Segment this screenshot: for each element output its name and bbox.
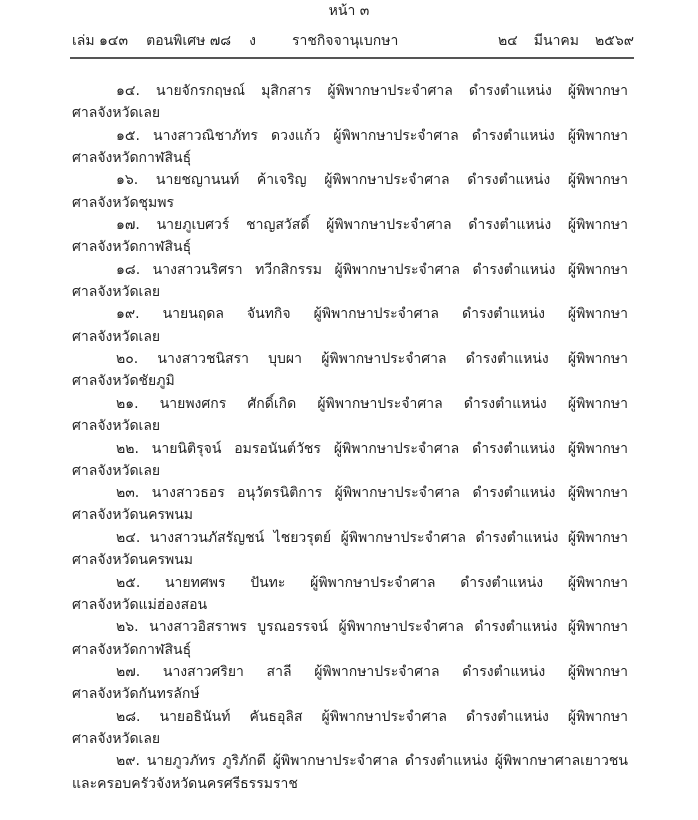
entry-surname: ชาญสวัสดิ์ (246, 217, 310, 234)
entry-line-1 (72, 438, 628, 460)
appointment-list (72, 80, 628, 795)
list-item (72, 125, 628, 170)
entry-action: ดำรงตำแหน่ง (465, 708, 549, 725)
entry-name: นางสาวนริศรา (152, 261, 243, 278)
entry-new1: ผู้พิพากษา (567, 529, 628, 546)
entry-new1: ผู้พิพากษา (567, 574, 628, 591)
entry-no: ๒๔. (116, 529, 141, 546)
list-item (72, 169, 628, 214)
entry-line-1 (72, 393, 628, 415)
entry-surname: อมรอนันต์วัชร (234, 440, 321, 457)
entry-name: นางสาวนภัสรัญชน์ (149, 529, 265, 546)
entry-court: ศาลจังหวัดเลย (72, 730, 161, 747)
entry-no: ๒๗. (116, 663, 141, 680)
entry-name: นายภูเบศวร์ (156, 217, 230, 234)
entry-line-1 (72, 259, 628, 281)
list-item (72, 482, 628, 527)
entry-action: ดำรงตำแหน่ง (468, 83, 552, 99)
entry-surname: คันธอุลิส (249, 708, 303, 725)
entry-no: ๑๙. (116, 306, 140, 323)
entry-current: ผู้พิพากษาประจำศาล (272, 753, 399, 770)
entry-action: ดำรงตำแหน่ง (472, 261, 556, 278)
entry-action: ดำรงตำแหน่ง (472, 485, 556, 502)
entry-line-1 (72, 750, 628, 772)
entry-new1: ผู้พิพากษา (567, 395, 628, 412)
entry-no: ๒๙. (116, 753, 140, 770)
entry-surname: อนุวัตรนิติการ (237, 485, 323, 502)
entry-current: ผู้พิพากษาประจำศาล (321, 708, 447, 725)
list-item (72, 616, 628, 661)
publication-date (482, 30, 634, 52)
entry-surname: ทวีกสิกรรม (255, 261, 322, 278)
list-item (72, 303, 628, 348)
entry-name: นายนิติรุจน์ (151, 440, 222, 457)
entry-current: ผู้พิพากษาประจำศาล (310, 574, 436, 591)
list-item (72, 706, 628, 751)
list-item (72, 750, 628, 795)
entry-name: นางสาวณิชาภัทร (153, 127, 258, 144)
entry-surname: บุบผา (268, 351, 302, 368)
gazette-header (72, 30, 634, 52)
entry-line-1 (72, 706, 628, 728)
section: ง (249, 33, 256, 49)
entry-court: ศาลจังหวัดกาฬสินธุ์ (72, 239, 192, 256)
entry-action: ดำรงตำแหน่ง (475, 529, 559, 546)
entry-line-1 (72, 348, 628, 370)
entry-surname: ภูริภักดี (222, 753, 266, 770)
entry-no: ๒๖. (116, 619, 139, 636)
entry-line-1 (72, 80, 628, 102)
entry-no: ๒๒. (116, 440, 139, 457)
entry-current: ผู้พิพากษาประจำศาล (321, 351, 447, 368)
entry-new1: ผู้พิพากษา (567, 127, 628, 144)
entry-current: ผู้พิพากษาประจำศาล (314, 663, 440, 680)
entry-line-1 (72, 661, 628, 683)
entry-name: นายภูวภัทร (146, 753, 216, 770)
entry-court: ศาลจังหวัดนครพนม (72, 552, 194, 569)
entry-court: ศาลจังหวัดนครพนม (72, 507, 194, 524)
entry-current: ผู้พิพากษาประจำศาล (327, 83, 453, 99)
entry-court: ศาลจังหวัดแม่ฮ่องสอน (72, 596, 208, 613)
entry-no: ๒๓. (116, 485, 140, 502)
entry-current: ผู้พิพากษาประจำศาล (324, 172, 450, 189)
entry-name: นายนฤดล (162, 306, 224, 323)
entry-surname: ไชยวรุตย์ (273, 529, 332, 546)
entry-new1: ผู้พิพากษา (567, 708, 628, 725)
list-item (72, 80, 628, 125)
entry-current: ผู้พิพากษาประจำศาล (333, 127, 459, 144)
entry-surname: ค้าเจริญ (256, 172, 307, 189)
entry-action: ดำรงตำแหน่ง (465, 351, 549, 368)
entry-court: ศาลจังหวัดเลย (72, 284, 161, 301)
entry-no: ๑๘. (116, 261, 141, 278)
list-item (72, 348, 628, 393)
issue: ตอนพิเศษ ๗๘ (146, 33, 232, 49)
entry-no: ๒๐. (116, 351, 139, 368)
entry-name: นายชญานนท์ (155, 172, 240, 189)
entry-action: ดำรงตำแหน่ง (474, 619, 558, 636)
entry-action: ดำรงตำแหน่ง (460, 574, 544, 591)
entry-no: ๑๖. (116, 172, 139, 189)
entry-new1: ผู้พิพากษา (567, 217, 628, 234)
entry-action: ดำรงตำแหน่ง (472, 440, 556, 457)
header-rule (70, 57, 634, 59)
list-item (72, 661, 628, 706)
entry-surname: สาลี (266, 663, 292, 680)
entry-surname: ศักดิ์เกิด (247, 395, 297, 412)
entry-current: ผู้พิพากษาประจำศาล (313, 306, 439, 323)
entry-action: ดำรงตำแหน่ง (467, 172, 551, 189)
date-year: ๒๕๖๙ (595, 33, 634, 49)
volume: เล่ม ๑๔๓ (72, 33, 129, 49)
entry-name: นางสาวธอร (151, 485, 225, 502)
entry-court: ศาลจังหวัดชัยภูมิ (72, 373, 175, 390)
entry-name: นางสาวอิสราพร (149, 619, 247, 636)
entry-action: ดำรงตำแหน่ง (462, 663, 546, 680)
entry-court: ศาลจังหวัดเลย (72, 462, 161, 479)
entry-action: ดำรงตำแหน่ง (463, 395, 547, 412)
entry-name: นางสาวชนิสรา (157, 351, 249, 368)
entry-current: ผู้พิพากษาประจำศาล (317, 395, 443, 412)
entry-current: ผู้พิพากษาประจำศาล (340, 529, 466, 546)
date-month: มีนาคม (533, 33, 580, 49)
entry-current: ผู้พิพากษาประจำศาล (326, 217, 452, 234)
entry-surname: จันทกิจ (246, 306, 291, 323)
entry-court: ศาลจังหวัดเลย (72, 328, 161, 345)
entry-court: ศาลจังหวัดกาฬสินธุ์ (72, 149, 192, 166)
entry-new1: ผู้พิพากษา (567, 485, 628, 502)
entry-name: นายอธินันท์ (159, 708, 231, 725)
entry-line-1 (72, 616, 628, 638)
entry-court: ศาลจังหวัดชุมพร (72, 194, 175, 211)
entry-name: นางสาวศริยา (162, 663, 244, 680)
entry-action: ดำรงตำแหน่ง (404, 753, 488, 770)
entry-line-1 (72, 482, 628, 504)
entry-current: ผู้พิพากษาประจำศาล (334, 485, 461, 502)
entry-no: ๑๕. (116, 127, 140, 144)
entry-name: นายจักรกฤษณ์ (156, 83, 246, 99)
entry-court: ศาลจังหวัดกันทรลักษ์ (72, 686, 200, 703)
publication-name: ราชกิจจานุเบกษา (291, 33, 399, 49)
entry-new1: ผู้พิพากษา (567, 306, 628, 323)
entry-surname: ดวงแก้ว (271, 127, 321, 144)
entry-new1: ผู้พิพากษาศาลเยาวชน (494, 753, 628, 770)
list-item (72, 259, 628, 304)
entry-surname: ปันทะ (250, 574, 286, 591)
list-item (72, 438, 628, 483)
entry-line-1 (72, 527, 628, 549)
list-item (72, 572, 628, 617)
entry-line-1 (72, 303, 628, 325)
entry-no: ๑๔. (116, 83, 140, 99)
entry-no: ๒๘. (116, 708, 141, 725)
entry-name: นายทศพร (164, 574, 226, 591)
entry-court: ศาลจังหวัดเลย (72, 418, 161, 435)
entry-new1: ผู้พิพากษา (567, 172, 628, 189)
entry-new1: ผู้พิพากษา (567, 83, 628, 99)
entry-line-1 (72, 125, 628, 147)
entry-court: ศาลจังหวัดกาฬสินธุ์ (72, 641, 192, 658)
entry-current: ผู้พิพากษาประจำศาล (338, 619, 464, 636)
entry-new1: ผู้พิพากษา (567, 619, 628, 636)
entry-new1: ผู้พิพากษา (567, 261, 628, 278)
entry-surname: มุสิกสาร (261, 83, 312, 99)
entry-action: ดำรงตำแหน่ง (471, 127, 555, 144)
date-day: ๒๔ (497, 33, 518, 49)
entry-current: ผู้พิพากษาประจำศาล (333, 440, 460, 457)
entry-action: ดำรงตำแหน่ง (461, 306, 545, 323)
entry-line-1 (72, 572, 628, 594)
entry-court: และครอบครัวจังหวัดนครศรีธรรมราช (72, 775, 298, 792)
entry-current: ผู้พิพากษาประจำศาล (334, 261, 460, 278)
entry-new1: ผู้พิพากษา (567, 663, 628, 680)
entry-no: ๒๕. (116, 574, 141, 591)
entry-new1: ผู้พิพากษา (567, 351, 628, 368)
entry-new1: ผู้พิพากษา (567, 440, 628, 457)
entry-line-1 (72, 214, 628, 236)
entry-name: นายพงศกร (159, 395, 227, 412)
entry-action: ดำรงตำแหน่ง (468, 217, 552, 234)
page-number: หน้า ๓ (328, 3, 370, 19)
entry-court: ศาลจังหวัดเลย (72, 105, 161, 122)
list-item (72, 214, 628, 259)
entry-surname: บูรณอรรจน์ (257, 619, 328, 636)
entry-line-1 (72, 169, 628, 191)
entry-no: ๑๗. (116, 217, 140, 234)
entry-no: ๒๑. (116, 395, 139, 412)
list-item (72, 527, 628, 572)
list-item (72, 393, 628, 438)
